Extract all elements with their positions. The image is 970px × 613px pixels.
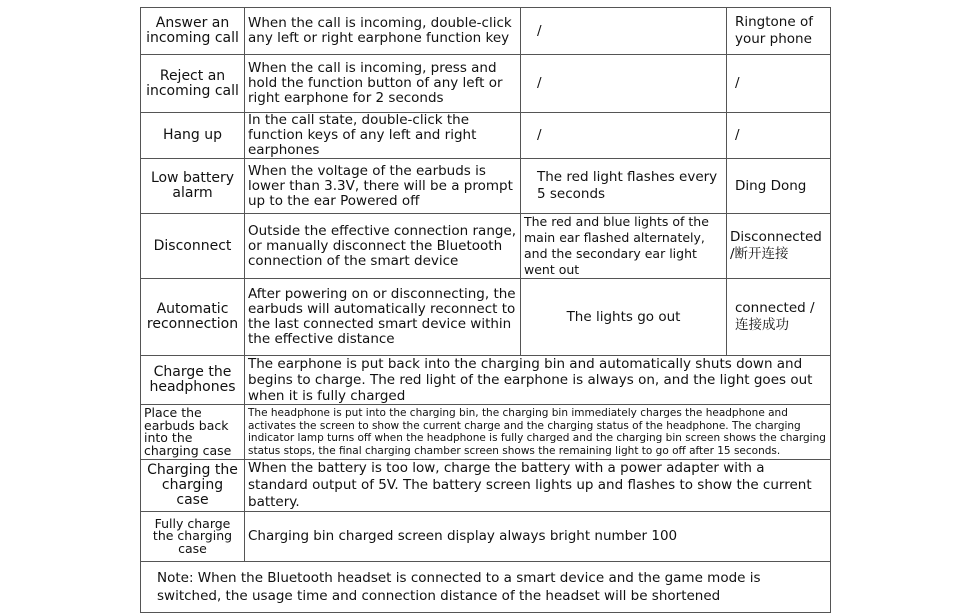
sound-prompt: /: [727, 113, 831, 159]
function-name: Place the earbuds back into the charging case: [141, 405, 245, 460]
earbuds-function-table: [140, 7, 831, 613]
function-description: Outside the effective connection range, or manually disconnect the Bluetooth connection of the smart device: [245, 214, 521, 279]
light-indicator: The lights go out: [521, 279, 727, 356]
table-row: [141, 214, 831, 279]
table-row: [141, 113, 831, 159]
sound-prompt: Ringtone of your phone: [727, 8, 831, 55]
table-row: [141, 356, 831, 405]
light-indicator: The red light flashes every 5 seconds: [521, 159, 727, 214]
function-description: When the voltage of the earbuds is lower than 3.3V, there will be a prompt up to the ear Powered off: [245, 159, 521, 214]
note-row: [141, 562, 831, 613]
sound-prompt: /: [727, 55, 831, 113]
function-name: Disconnect: [141, 214, 245, 279]
function-name: Automatic reconnection: [141, 279, 245, 356]
function-description: The earphone is put back into the charging bin and automatically shuts down and begins to charge. The red light of the earphone is always on, and the light goes out when it is fully charged: [245, 356, 831, 405]
table-row: [141, 279, 831, 356]
function-name: Charge the headphones: [141, 356, 245, 405]
function-name: Hang up: [141, 113, 245, 159]
sound-prompt: Ding Dong: [727, 159, 831, 214]
function-description: In the call state, double-click the function keys of any left and right earphones: [245, 113, 521, 159]
function-description: When the battery is too low, charge the battery with a power adapter with a standard output of 5V. The battery screen lights up and flashes to show the current battery.: [245, 460, 831, 512]
sound-prompt: connected /连接成功: [727, 279, 831, 356]
table-row: [141, 460, 831, 512]
function-name: Answer an incoming call: [141, 8, 245, 55]
table-row: [141, 512, 831, 562]
light-indicator: /: [521, 8, 727, 55]
light-indicator: The red and blue lights of the main ear flashed alternately, and the secondary ear light went out: [521, 214, 727, 279]
table-row: [141, 405, 831, 460]
sound-prompt: Disconnected /断开连接: [727, 214, 831, 279]
table-row: [141, 8, 831, 55]
light-indicator: /: [521, 55, 727, 113]
function-description: The headphone is put into the charging bin, the charging bin immediately charges the headphone and activates the screen to show the current charge and the charging status of the headphone. The charging indicator lamp turns off when the headphone is fully charged and the charging bin screen shows the charging status stops, the final charging chamber screen shows the remaining light to go off after 15 seconds.: [245, 405, 831, 460]
light-indicator: /: [521, 113, 727, 159]
function-name: Fully charge the charging case: [141, 512, 245, 562]
function-name: Low battery alarm: [141, 159, 245, 214]
function-description: Charging bin charged screen display always bright number 100: [245, 512, 831, 562]
note-text: Note: When the Bluetooth headset is connected to a smart device and the game mode is switched, the usage time and connection distance of the headset will be shortened: [141, 562, 831, 613]
table-row: [141, 159, 831, 214]
function-name: Reject an incoming call: [141, 55, 245, 113]
function-name: Charging the charging case: [141, 460, 245, 512]
function-description: When the call is incoming, press and hold the function button of any left or right earphone for 2 seconds: [245, 55, 521, 113]
function-description: When the call is incoming, double-click any left or right earphone function key: [245, 8, 521, 55]
function-description: After powering on or disconnecting, the earbuds will automatically reconnect to the last connected smart device within the effective distance: [245, 279, 521, 356]
table-row: [141, 55, 831, 113]
